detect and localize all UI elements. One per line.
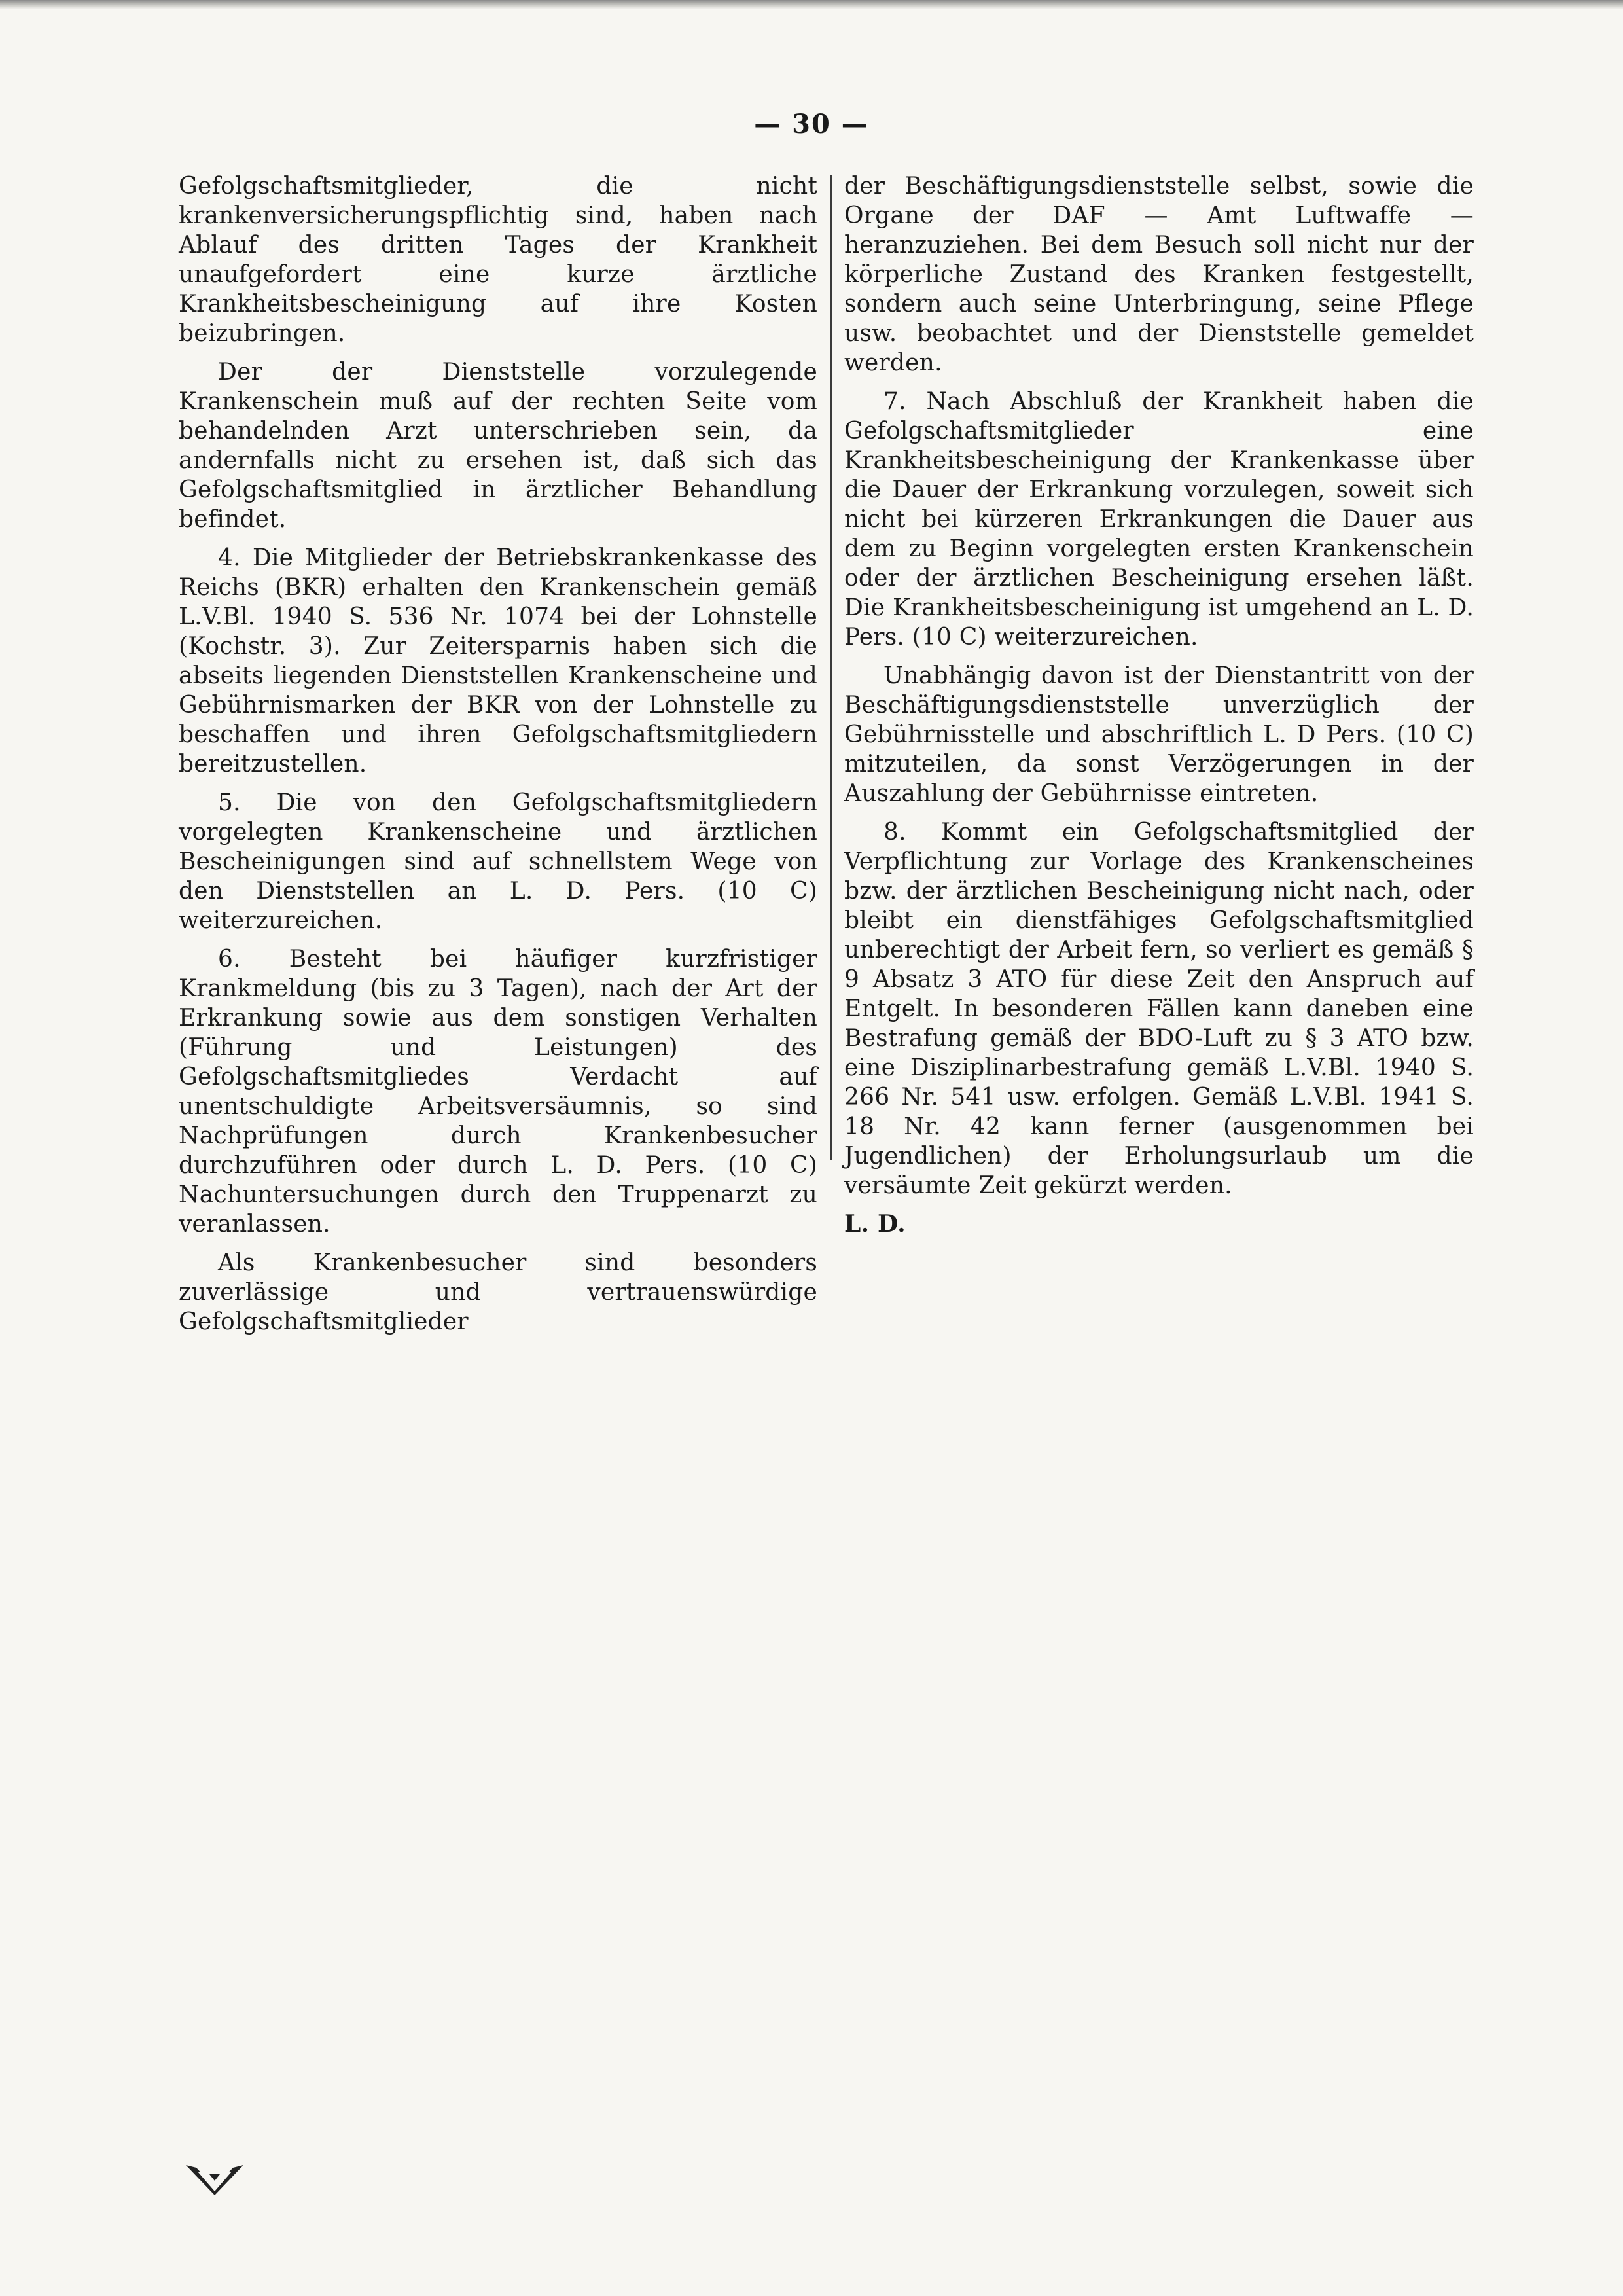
paragraph: der Beschäftigungsdienststelle selbst, sowie die Organe der DAF — Amt Luftwaffe — heranzuziehen. Bei dem Besuch soll nicht nur der körperliche Zustand des Kranken festgestellt, sondern auch seine Unterbringung, seine Pflege usw. beobachtet und der Dienststelle gemeldet werden. [844, 173, 1474, 376]
paragraph-section-5: 5. Die von den Gefolgschaftsmitgliedern vorgelegten Krankenscheine und ärztlichen Bescheinigungen sind auf schnellstem Wege von den Dienststellen an L. D. Pers. (10 C) weiterzureichen. [179, 789, 817, 934]
left-column [179, 171, 817, 1346]
paragraph-section-8: 8. Kommt ein Gefolgschaftsmitglied der Verpflichtung zur Vorlage des Krankenscheines bzw. der ärztlichen Bescheinigung nicht nach, oder bleibt ein dienstfähiges Gefolgschaftsmitglied unberechtigt der Arbeit fern, so verliert es gemäß § 9 Absatz 3 ATO für diese Zeit den Anspruch auf Entgelt. In besonderen Fällen kann daneben eine Bestrafung gemäß der BDO-Luft zu § 3 ATO bzw. eine Disziplinarbestrafung gemäß L.V.Bl. 1940 S. 266 Nr. 541 usw. erfolgen. Gemäß L.V.Bl. 1941 S. 18 Nr. 42 kann ferner (ausgenommen bei Jugendlichen) der Erholungsurlaub um die versäumte Zeit gekürzt werden. [844, 819, 1474, 1199]
paragraph-section-6: 6. Besteht bei häufiger kurzfristiger Krankmeldung (bis zu 3 Tagen), nach der Art der Erkrankung sowie aus dem sonstigen Verhalten (Führung und Leistungen) des Gefolgschaftsmitgliedes Verdacht auf unentschuldigte Arbeitsversäumnis, so sind Nachprüfungen durch Krankenbesucher durchzuführen oder durch L. D. Pers. (10 C) Nachuntersuchungen durch den Truppenarzt zu veranlassen. [179, 946, 817, 1238]
paragraph-section-7: 7. Nach Abschluß der Krankheit haben die Gefolgschaftsmitglieder eine Krankheitsbescheinigung der Krankenkasse über die Dauer der Erkrankung vorzulegen, soweit sich nicht bei kürzeren Erkrankungen die Dauer aus dem zu Beginn vorgelegten ersten Krankenschein oder der ärztlichen Bescheinigung ersehen läßt. Die Krankheitsbescheinigung ist umgehend an L. D. Pers. (10 C) weiterzureichen. [844, 388, 1474, 651]
column-divider [830, 175, 832, 1160]
signature: L. D. [844, 1210, 906, 1238]
paragraph-section-4: 4. Die Mitglieder der Betriebskrankenkasse des Reichs (BKR) erhalten den Krankenschein gemäß L.V.Bl. 1940 S. 536 Nr. 1074 bei der Lohnstelle (Kochstr. 3). Zur Zeitersparnis haben sich die abseits liegenden Dienststellen Krankenscheine und Gebührnismarken der BKR von der Lohnstelle zu beschaffen und ihren Gefolgschaftsmitgliedern bereitzustellen. [179, 545, 817, 778]
right-column [844, 171, 1474, 1248]
eagle-emblem-icon [185, 2162, 245, 2198]
paragraph: Gefolgschaftsmitglieder, die nicht krankenversicherungspflichtig sind, haben nach Ablauf des dritten Tages der Krankheit unaufgefordert eine kurze ärztliche Krankheitsbescheinigung auf ihre Kosten beizubringen. [179, 173, 817, 347]
paragraph: Unabhängig davon ist der Dienstantritt von der Beschäftigungsdienststelle unverzüglich der Gebührnisstelle und abschriftlich L. D Pers. (10 C) mitzuteilen, da sonst Verzögerungen in der Auszahlung der Gebührnisse eintreten. [844, 662, 1474, 807]
page-number: — 30 — [754, 109, 869, 139]
paragraph: Als Krankenbesucher sind besonders zuverlässige und vertrauenswürdige Gefolgschaftsmitglieder [179, 1249, 817, 1335]
paragraph: Der der Dienststelle vorzulegende Krankenschein muß auf der rechten Seite vom behandelnden Arzt unterschrieben sein, da andernfalls nicht zu ersehen ist, daß sich das Gefolgschaftsmitglied in ärztlicher Behandlung befindet. [179, 359, 817, 533]
scan-top-edge [0, 0, 1623, 9]
